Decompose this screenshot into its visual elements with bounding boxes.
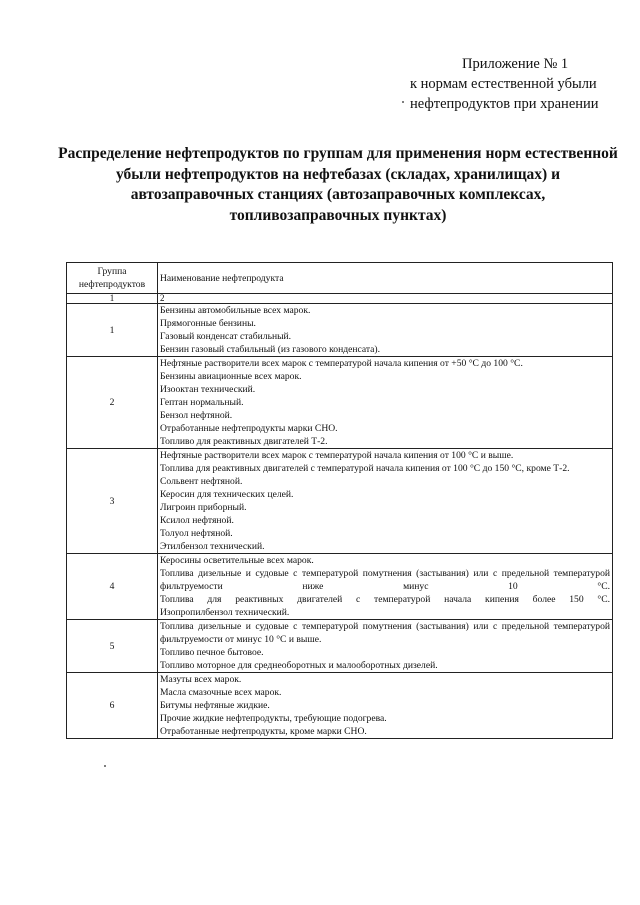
product-item: Отработанные нефтепродукты, кроме марки СНО.: [160, 726, 367, 737]
product-item: Нефтяные растворители всех марок с температурой начала кипения от +50 °С до 100 °С.: [160, 358, 523, 369]
product-item: Сольвент нефтяной.: [160, 476, 243, 487]
product-item: Топливо моторное для среднеоборотных и малооборотных дизелей.: [160, 660, 438, 671]
product-item: Толуол нефтяной.: [160, 528, 233, 539]
product-item: Бензины автомобильные всех марок.: [160, 305, 311, 316]
group-products: [158, 554, 613, 620]
group-number: 4: [67, 554, 158, 620]
group-number: 6: [67, 673, 158, 739]
title-line: топливозаправочных пунктах): [229, 206, 447, 224]
product-item: Нефтяные растворители всех марок с температурой начала кипения от 100 °С и выше.: [160, 450, 514, 461]
product-item: Топлива для реактивных двигателей с температурой начала кипения более 150 °С.: [160, 594, 610, 605]
scan-speck: [104, 765, 106, 767]
group-number: 2: [67, 357, 158, 449]
product-item: Топлива для реактивных двигателей с температурой начала кипения от 100 °С до 150 °С, кроме Т-2.: [160, 463, 570, 474]
table-header-row: [67, 263, 613, 294]
scan-speck: [402, 101, 404, 103]
group-number: 3: [67, 449, 158, 554]
group-products: [158, 449, 613, 554]
product-item: Бензин газовый стабильный (из газового конденсата).: [160, 344, 381, 355]
appendix-number: Приложение № 1: [462, 56, 569, 72]
product-item: Гептан нормальный.: [160, 397, 244, 408]
product-item: Топлива дизельные и судовые с температурой помутнения (застывания) или с предельной температурой фильтруемости ниже минус 10 °С.: [160, 568, 610, 592]
title-line: автозаправочных станциях (автозаправочных комплексах,: [130, 186, 546, 203]
product-item: Бензины авиационные всех марок.: [160, 371, 302, 382]
product-item: Керосины осветительные всех марок.: [160, 555, 314, 566]
product-item: Керосин для технических целей.: [160, 489, 294, 500]
product-item: Этилбензол технический.: [160, 541, 265, 552]
product-groups-table: [66, 262, 613, 739]
product-item: Ксилол нефтяной.: [160, 515, 234, 526]
table-row: [67, 673, 613, 739]
table-row: [67, 620, 613, 673]
table-row: [67, 449, 613, 554]
group-products: [158, 357, 613, 449]
product-item: Изооктан технический.: [160, 384, 256, 395]
appendix-line: нефтепродуктов при хранении: [410, 96, 599, 112]
title-line: Распределение нефтепродуктов по группам для применения норм естественной: [58, 145, 618, 162]
product-item: Газовый конденсат стабильный.: [160, 331, 292, 342]
product-item: Битумы нефтяные жидкие.: [160, 700, 270, 711]
group-products: [158, 620, 613, 673]
product-item: Топливо для реактивных двигателей Т-2.: [160, 436, 328, 447]
column-number: 1: [67, 294, 158, 304]
product-item: Бензол нефтяной.: [160, 410, 233, 421]
group-number: 5: [67, 620, 158, 673]
column-number-row: [67, 294, 613, 304]
appendix-line: к нормам естественной убыли: [410, 76, 597, 92]
product-item: Прямогонные бензины.: [160, 318, 256, 329]
product-item: Топлива дизельные и судовые с температурой помутнения (застывания) или с предельной температурой фильтруемости от минус 10 °С и выше.: [160, 621, 610, 645]
appendix-note: [410, 54, 635, 114]
header-name: Наименование нефтепродукта: [158, 263, 613, 294]
header-group: Группа нефтепродуктов: [67, 263, 158, 294]
product-item: Отработанные нефтепродукты марки СНО.: [160, 423, 338, 434]
group-products: [158, 304, 613, 357]
document-title: [48, 144, 628, 226]
group-products: [158, 673, 613, 739]
title-line: убыли нефтепродуктов на нефтебазах (складах, хранилищах) и: [115, 165, 561, 183]
table-row: [67, 304, 613, 357]
product-item: Прочие жидкие нефтепродукты, требующие подогрева.: [160, 713, 387, 724]
product-item: Изопропилбензол технический.: [160, 607, 290, 618]
product-item: Мазуты всех марок.: [160, 674, 242, 685]
product-item: Топливо печное бытовое.: [160, 647, 264, 658]
column-number: 2: [158, 294, 613, 304]
table-row: [67, 357, 613, 449]
product-item: Масла смазочные всех марок.: [160, 687, 282, 698]
group-number: 1: [67, 304, 158, 357]
product-item: Лигроин приборный.: [160, 502, 247, 513]
table-row: [67, 554, 613, 620]
